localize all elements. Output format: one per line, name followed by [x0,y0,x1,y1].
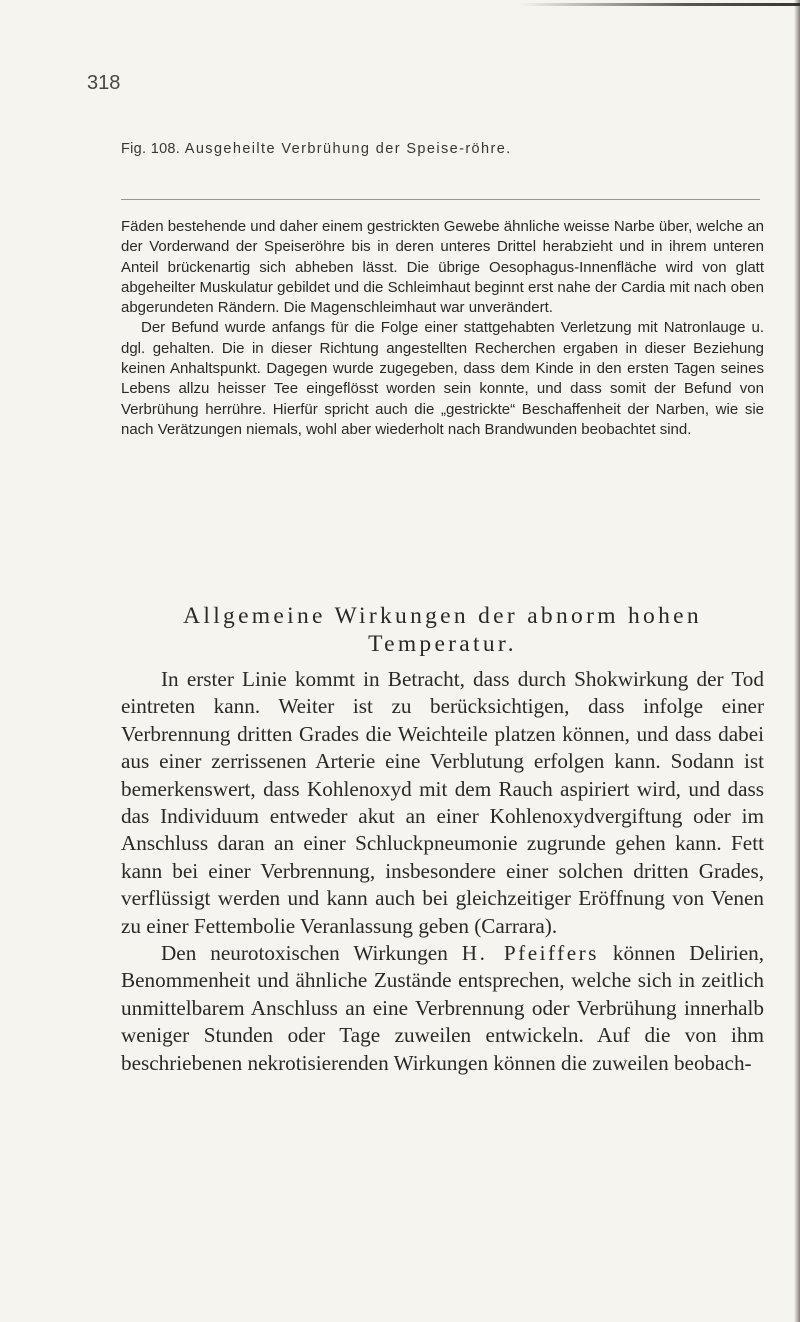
top-edge-rule [520,3,800,6]
page-edge-shadow [794,0,800,1322]
author-name: H. Pfeiffers [461,941,599,966]
paragraph-rest: können Delirien, Benommenheit und ähnliche Zustände entsprechen, welche sich in zeitlich unmittelbarem Anschluss an eine Verbrennung oder Verbrühung innerhalb weniger Stunden oder Tage zuweilen entwickeln. Auf die von ihm beschriebenen nekrotisierenden Wirkungen können die zuweilen beobach- [121,941,764,1075]
body-paragraph [121,940,764,1077]
caption-separator [121,199,760,200]
body-section [121,666,764,1077]
page-number: 318 [87,72,121,94]
section-heading: Allgemeine Wirkungen der abnorm hohen Temperatur. [183,603,702,657]
figure-label: Fig. 108. [121,141,181,157]
small-paragraph: Der Befund wurde anfangs für die Folge einer stattgehabten Verletzung mit Natronlauge u. dgl. gehalten. Die in dieser Richtung angestellten Recherchen ergaben in dieser Beziehung keinen Anhaltspunkt. Dagegen wurde zugegeben, dass dem Kinde in den ersten Tagen seines Lebens allzu heisser Tee eingeflösst worden sein konnte, und dass somit der Befund von Verbrühung herrühre. Hierfür spricht auch die „gestrickte“ Beschaffenheit der Narben, wie sie nach Verätzungen niemals, wohl aber wiederholt nach Brandwunden beobachtet sind. [121,319,764,438]
figure-caption [121,139,761,160]
small-print-section [121,217,764,440]
small-paragraph: Fäden bestehende und daher einem gestrickten Gewebe ähnliche weisse Narbe über, welche an der Vorderwand der Speiseröhre bis in deren unteres Drittel herabzieht und in ihrem unteren Anteil brückenartig sich abheben lässt. Die übrige Oesophagus-Innenfläche wird von glatt abgeheilter Muskulatur gebildet und die Schleimhaut beginnt erst nahe der Cardia mit nach oben abgerundeten Rändern. Die Magenschleimhaut war unverändert. [121,218,764,317]
paragraph-start: Den neurotoxischen Wirkungen [161,941,448,966]
figure-title: Ausgeheilte Verbrühung der Speise-röhre. [184,141,512,157]
body-paragraph: In erster Linie kommt in Betracht, dass durch Shokwirkung der Tod eintreten kann. Weiter ist zu berücksichtigen, dass infolge einer Verbrennung dritten Grades die Weichteile platzen können, und dass dabei aus einer zerrissenen Arterie eine Verblutung erfolgen kann. Sodann ist bemerkenswert, dass Kohlenoxyd mit dem Rauch aspiriert wird, und dass das Individuum entweder akut an einer Kohlenoxydvergiftung oder im Anschluss daran an einer Schluckpneumonie zugrunde gehen kann. Fett kann bei einer Verbrennung, insbesondere einer solchen dritten Grades, verflüssigt werden und kann auch bei gleichzeitiger Eröffnung von Venen zu einer Fettembolie Veranlassung geben (Carrara). [121,667,764,938]
